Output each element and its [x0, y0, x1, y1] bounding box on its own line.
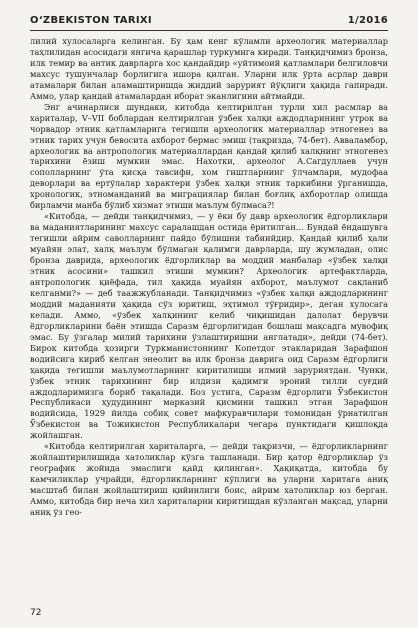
- header-rule: [30, 30, 388, 31]
- paragraph: «Китобда келтирилган хариталарга, — дейди тақризчи, — ёдгорликларнинг жойлаштирилишида хатоликлар кўзга ташланади. Бир қатор ёдгорликлар ўз географик жойида эмаслиги қайд қилинган». Ҳақиқатда, китобда бу камчиликлар учрайди, ёдгорликларнинг кўплиги ва уларни харитага аниқ масштаб билан жойлаштириш қийинлиги боис, айрим хатоликлар юз берган. Аммо, китобда бир неча хил хариталарни киритишдан кўзланган мақсад, уларни аниқ ўз гео-: [30, 441, 388, 517]
- journal-title: O‘ZBEKISTON TARIXI: [30, 15, 152, 26]
- running-header: [30, 12, 388, 26]
- paragraph: «Китобда, — дейди танқидчимиз, — у ёки бу давр археологик ёдгорликлари ва маданиятларининг махсус саралашдан остида ёритилган... Бундай ёндашувга тегишли айрим саволларнинг пайдо бўлишни табиийдир. Қандай қилиб ҳали муайян элат, халқ маълум бўлмаган қалимги даврларда, шу жумладан, олис бронза даврида, археологик ёдгорликлар ва моддий манбалар «ўзбек халқи этник асосини» ташкил этиши мумкин? Археологик артефактларда, антропологик қиёфада, тил ҳақида муайян ахборот, маълумот сақланиб келганми?» — деб таажжубланади. Танқидчимиз «ўзбек халқи аждодларининг моддий маданияти ҳақида сўз юритиш, эҳтимол тўғридир», деган хулосага келади. Аммо, «ўзбек халқининг келиб чиқишидан далолат берувчи ёдгорликларини баён этишда Саразм ёдгорлигидан бошлаш мақсадга мувофиқ эмас. Бу ўзгалар милий тарихини ўзлаштиришни англатади», дейди (74-бет). Бирок китобда ҳозирги Туркманистоннинг Копетдог этакларидан Зарафшон водийсига кириб келган энеолит ва илк бронза даврига оид Саразм ёдгорлиги ҳақида тегишли маълумотларнинг киритилиши илмий заруриятдан. Чунки, ўзбек этник тарихининг бир илдизи қадимги эроний тилли суғдий аждодларимизга бориб тақалади. Боз устига, Саразм ёдгорлиги Ўзбекистон Республикаси ҳудудининг марказий қисмини ташкил этган Зарафшон водийсида, 1929 йилда собиқ совет мафкуравчилари томонидан ўрнатилган Ўзбекистон ва Тожикистон Республикалари чегара пунктидаги қишлоқда жойлашган.: [30, 211, 388, 441]
- article-body: [30, 36, 388, 598]
- paragraph: Энг ачинарлиси шундаки, китобда келтирилган турли хил расмлар ва хариталар, V–VII боблардан келтирилган ўзбек халқи аждодларининг утрок ва чорвадор этник қатламларига тегишли археологик материаллар этногенез ва этник тарих учун бевосита ахборот бермас эмиш (тақризда, 74-бет). Авваламбор, археологик ва антропологик материаллардан қандай қилиб халқнинг этногенез тарихини ёзиш мумкин эмас. Нахотки, археолог А.Сагдуллаев учун сополларнинг ўта қисқа тавсифи, хом гиштларнинг ўлчамлари, мудофаа деворлари ва ертўлалар характери ўзбек халқи этник таркибини ўрганишда, хронологик, этноманданий ва миграциялар билан боғлиқ ахборотлар олишда бирламчи манба бўлиб хизмат этиши маълум бўлмаса?!: [30, 101, 388, 211]
- page-number: 72: [30, 608, 42, 618]
- issue-number: 1/2016: [347, 15, 388, 26]
- paragraph: лилий хулосаларга келинган. Бу ҳам кенг кўламли археологик материаллар таҳлилидан асосидаги янгича қарашлар туркумига киради. Танқидчимиз бронза, илк темир ва антик даврларга хос қандайдир «уйтимоий қатламлари белгиловчи махсус тушунчалар борлигига ишора қилган. Уларни илк ўрта асрлар даври атамалари билан аламаштиришда жиддий зарурият йўқлиги ҳақида гапиради. Аммо, улар қандай атамалардан иборат эканлигини айтмайди.: [30, 36, 388, 101]
